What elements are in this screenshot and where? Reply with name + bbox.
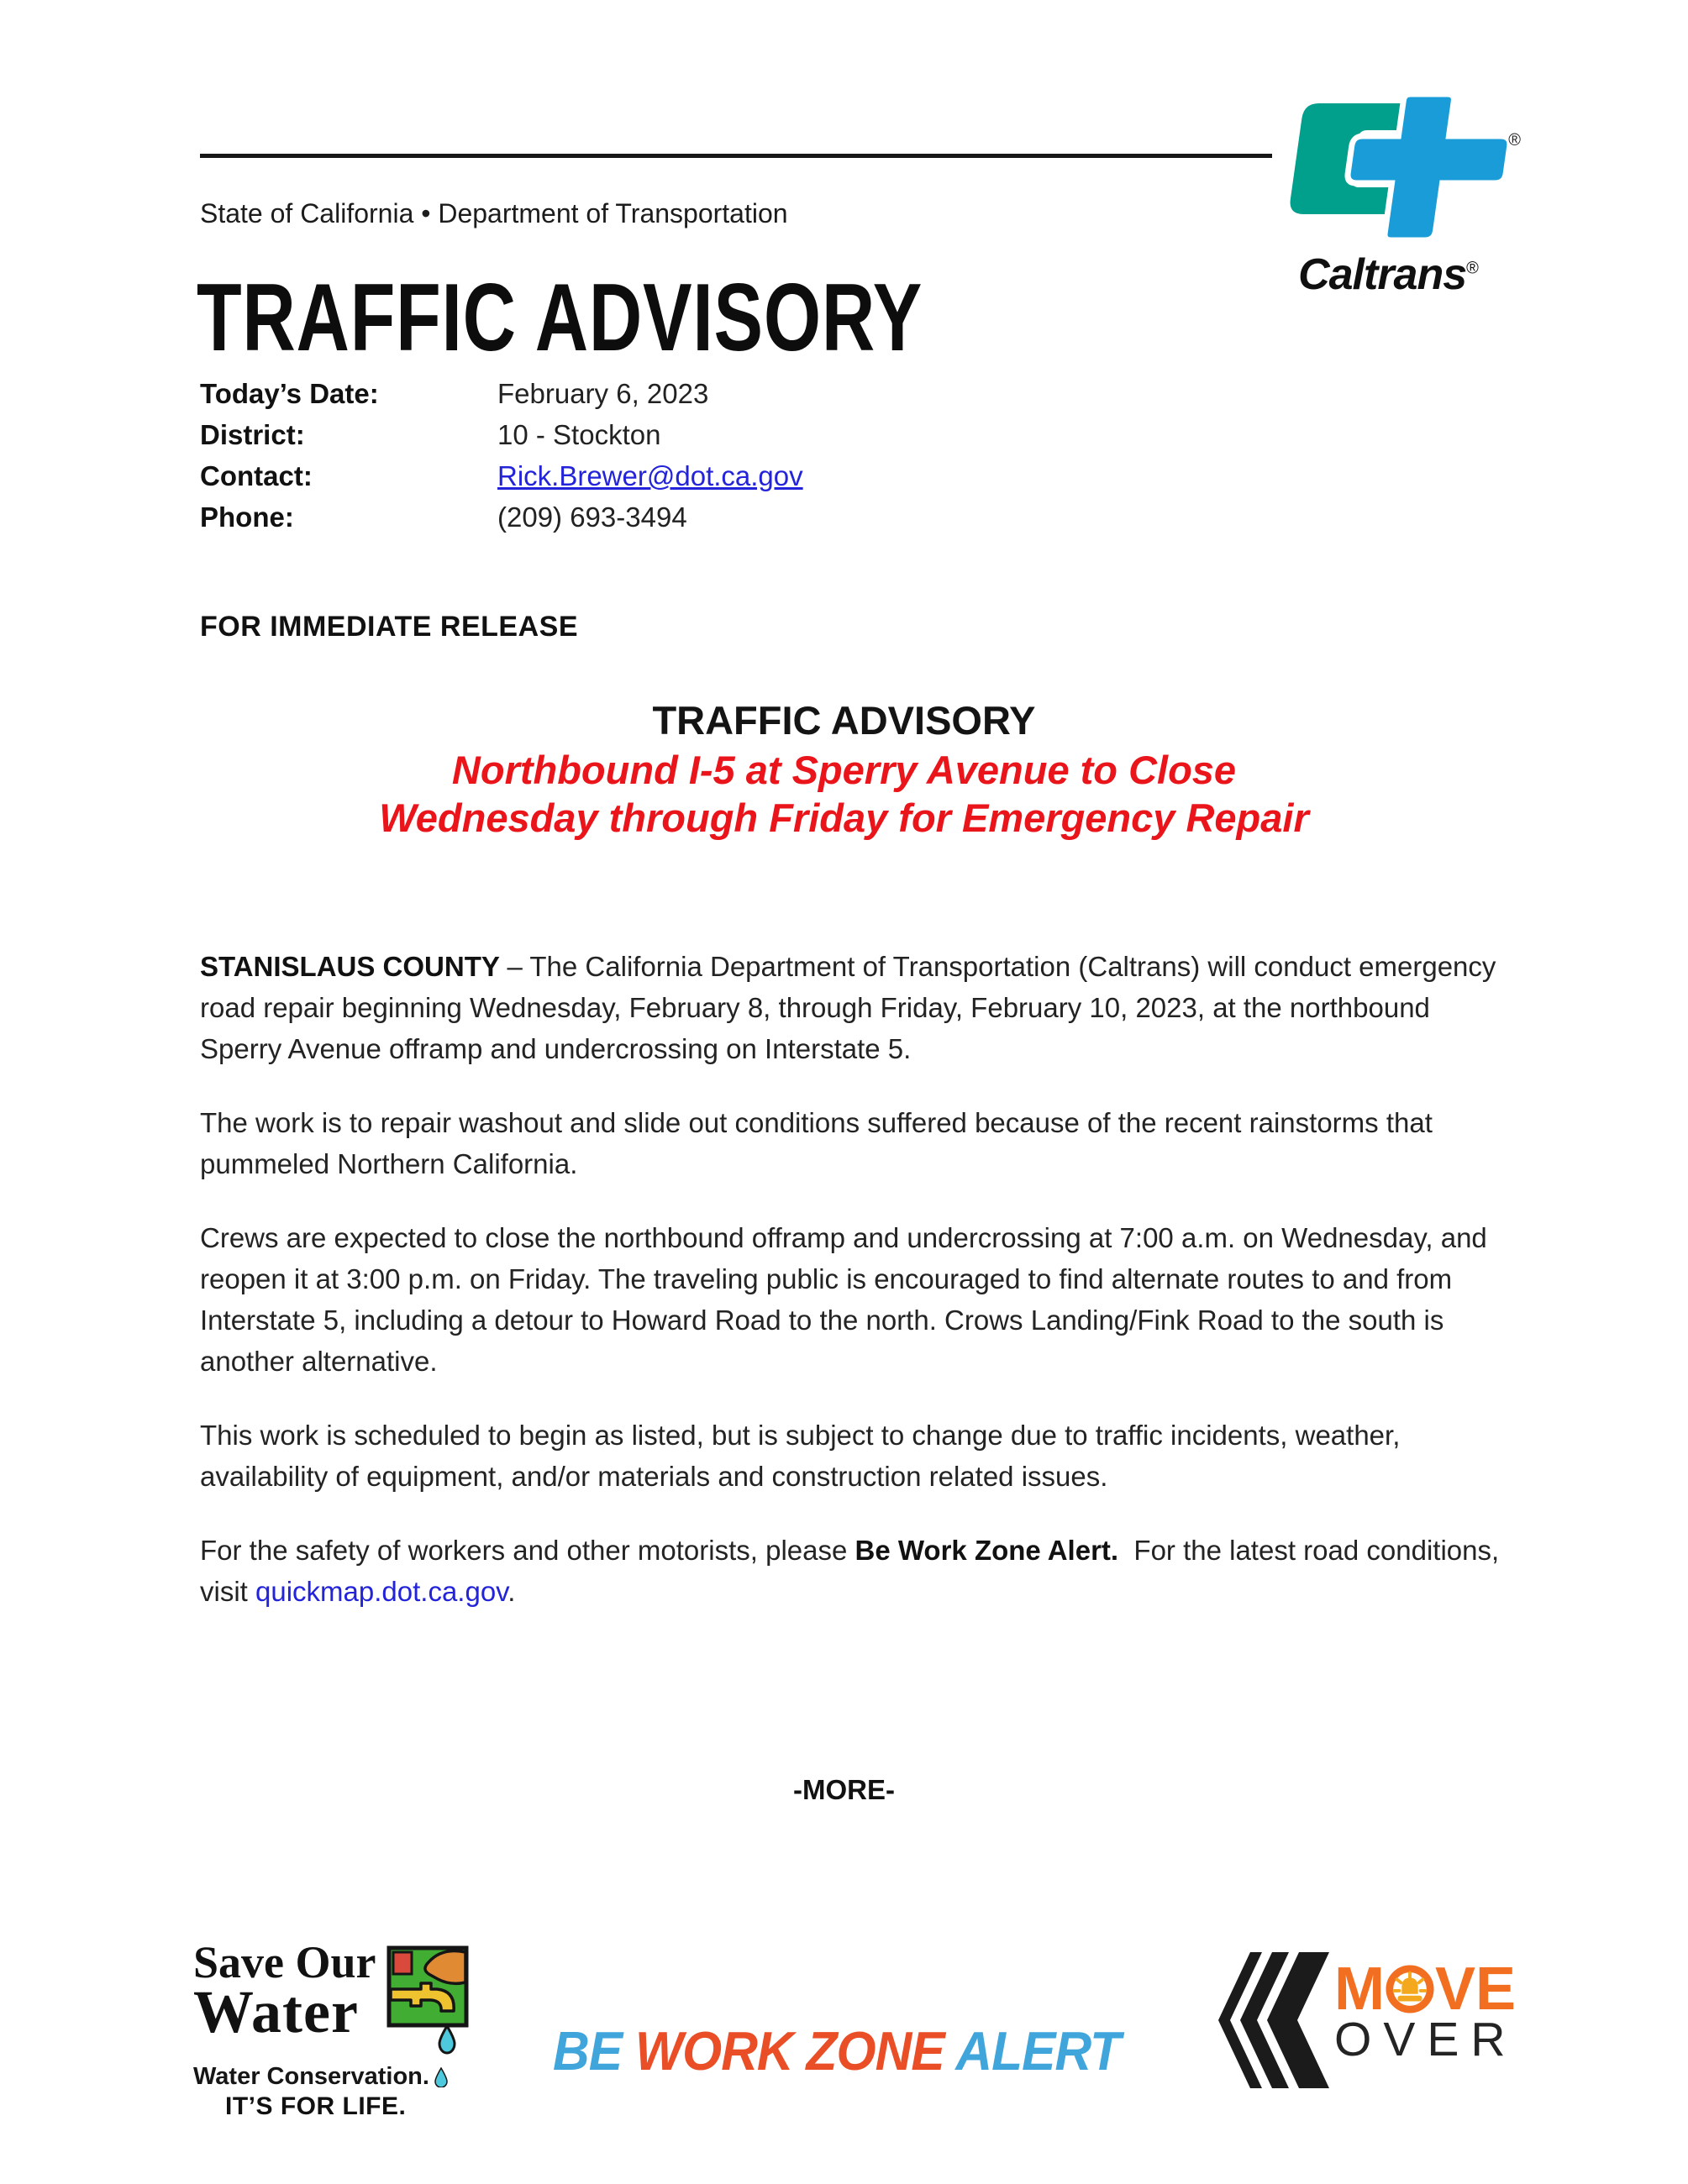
paragraph [200, 946, 1504, 1069]
save-our-water-logo [193, 1937, 479, 2121]
meta-value: (209) 693-3494 [497, 501, 687, 533]
meta-label: Phone: [200, 501, 294, 533]
caltrans-wordmark [1262, 249, 1514, 300]
contact-email-link[interactable]: Rick.Brewer@dot.ca.gov [497, 460, 803, 491]
save-our-water-tagline2: IT’S FOR LIFE. [225, 2092, 407, 2120]
text-segment: For the safety of workers and other motorists, please [200, 1535, 855, 1566]
release-line: FOR IMMEDIATE RELEASE [200, 611, 578, 643]
tagline-text: Water Conservation. [193, 2063, 429, 2090]
wz-alert-text [944, 2020, 956, 2082]
beacon-icon [1386, 1965, 1434, 2013]
move-over-text [1334, 1956, 1517, 2066]
water-drop-icon [434, 2067, 448, 2087]
text-segment: STANISLAUS COUNTY [200, 951, 507, 982]
over-word: OVER [1334, 2013, 1517, 2066]
meta-label: District: [200, 419, 305, 450]
article-body [200, 946, 1504, 1645]
meta-value: 10 - Stockton [497, 419, 661, 450]
text-segment: Crews are expected to close the northbound offramp and undercrossing at 7:00 a.m. on Wednesday, and reopen it at 3:00 p.m. on Friday. The traveling public is encouraged to find alternate routes to and from Interstate 5, including a detour to Howard Road to the north. Crows Landing/Fink Road to the south is another alternative. [200, 1222, 1487, 1377]
text-segment: This work is scheduled to begin as listed, but is subject to change due to traffic incidents, weather, availability of equipment, and/or materials and construction related issues. [200, 1420, 1401, 1492]
header-rule [200, 154, 1272, 158]
wz-workzone-text [622, 2020, 635, 2082]
meta-label: Today’s Date: [200, 378, 379, 409]
headline-block [0, 697, 1688, 842]
page-title: TRAFFIC ADVISORY [197, 265, 923, 371]
move-ve-text: VE [1434, 1956, 1517, 2023]
headline-title: TRAFFIC ADVISORY [652, 698, 1036, 743]
text-segment: Be Work Zone Alert. [855, 1535, 1119, 1566]
quickmap-link[interactable]: quickmap.dot.ca.gov [255, 1576, 508, 1607]
registered-mark-icon: ® [1508, 131, 1521, 150]
agency-line: State of California • Department of Transportation [200, 198, 788, 228]
water-conservation-icon [387, 1945, 471, 2056]
caltrans-wordmark-text: Caltrans [1298, 250, 1467, 299]
paragraph [200, 1102, 1504, 1184]
headline-red-line2: Wednesday through Friday for Emergency Repair [379, 795, 1309, 840]
meta-label: Contact: [200, 460, 313, 491]
be-work-zone-alert-logo [553, 2019, 1120, 2082]
move-over-chevrons-icon [1218, 1952, 1329, 2088]
registered-mark-icon: ® [1466, 259, 1478, 278]
meta-value: February 6, 2023 [497, 378, 709, 409]
wz-workzone-text: WORK ZONE [634, 2020, 944, 2082]
caltrans-logo [1262, 91, 1521, 300]
save-our-water-wordmark [193, 1937, 376, 2045]
meta-row-district [200, 414, 803, 455]
text-segment: . [507, 1576, 516, 1607]
paragraph [200, 1217, 1504, 1382]
meta-row-contact [200, 455, 803, 496]
save-our-water-tagline [193, 2063, 479, 2091]
save-our-water-top [193, 1937, 479, 2056]
text-segment: For the latest road conditions, visit [200, 1535, 1500, 1607]
meta-row-date [200, 373, 803, 414]
move-over-logo [1218, 1952, 1517, 2088]
save-our-water-line2: Water [193, 1977, 359, 2045]
wz-alert-text: ALERT [955, 2020, 1121, 2082]
move-word [1334, 1956, 1517, 2023]
text-segment: The work is to repair washout and slide out conditions suffered because of the recent rainstorms that pummeled Northern California. [200, 1107, 1433, 1179]
save-our-water-line1: Save Our [193, 1937, 376, 1987]
meta-block [200, 373, 803, 538]
meta-row-phone [200, 496, 803, 538]
paragraph [200, 1415, 1504, 1497]
caltrans-logo-icon [1262, 91, 1514, 242]
headline-red-line1: Northbound I-5 at Sperry Avenue to Close [451, 748, 1237, 792]
text-segment: – The California Department of Transportation (Caltrans) will conduct emergency road repair beginning Wednesday, February 8, through Friday, February 10, 2023, at the northbound Sperry Avenue offramp and undercrossing on Interstate 5. [200, 951, 1496, 1064]
more-marker: -MORE- [793, 1774, 895, 1805]
paragraph [200, 1530, 1504, 1612]
wz-be-text: BE [553, 2020, 623, 2082]
move-m-text: M [1334, 1956, 1385, 2023]
